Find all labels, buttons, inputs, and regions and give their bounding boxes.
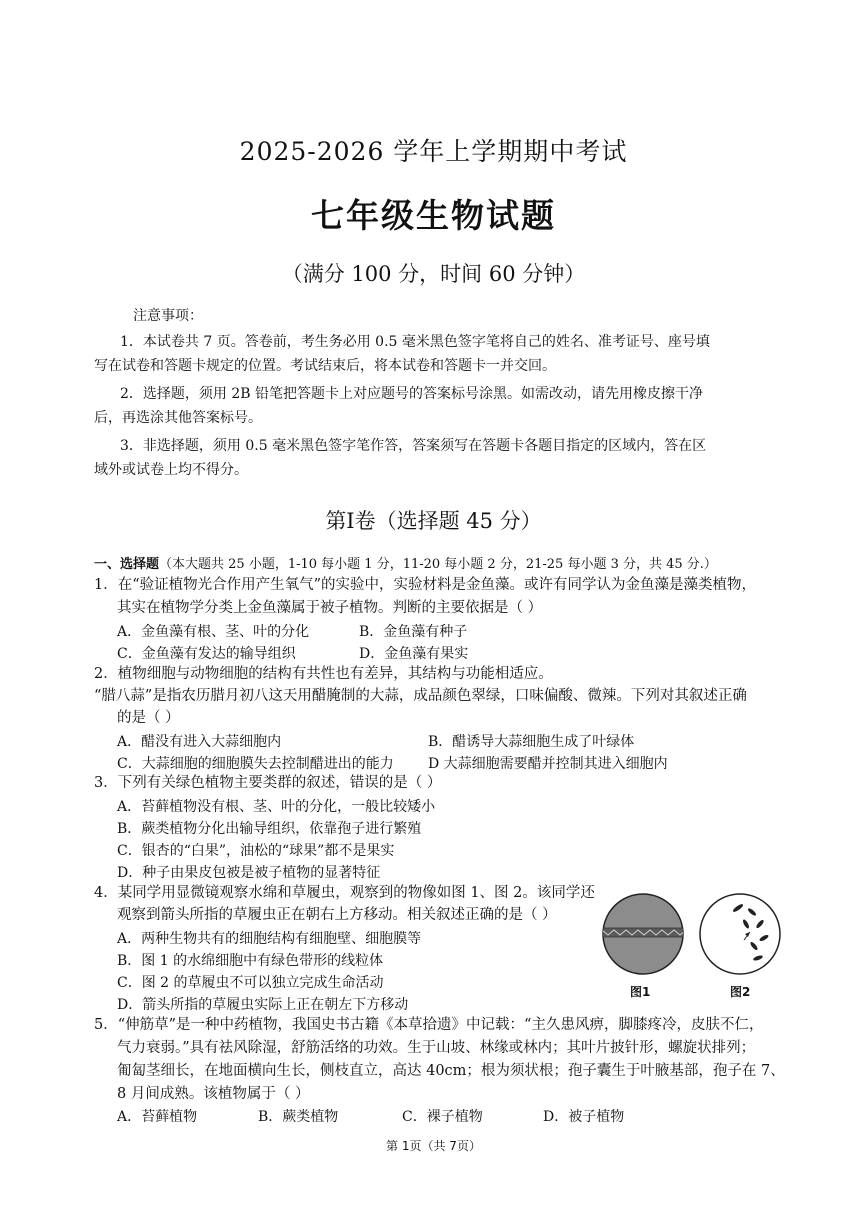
q4-line1: 4．某同学用显微镜观察水绵和草履虫，观察到的物像如图 1、图 2。该同学还 (94, 885, 595, 901)
q2-line3: 的是（ ） (117, 710, 180, 726)
q4-line2: 观察到箭头所指的草履虫正在朝右上方移动。相关叙述正确的是（ ） (117, 907, 557, 923)
q5-option-b: B．蕨类植物 (258, 1109, 339, 1125)
q4-option-d: D．箭头所指的草履虫实际上正在朝左下方移动 (117, 997, 409, 1013)
part-title: 第Ⅰ卷（选择题 45 分） (325, 509, 542, 533)
q5-line4: 8 月间成熟。该植物属于（ ） (117, 1086, 310, 1102)
q2-option-a: A．醋没有进入大蒜细胞内 (117, 734, 282, 750)
notice-heading: 注意事项： (133, 308, 203, 324)
q5-line3: 匍匐茎细长，在地面横向生长，侧枝直立，高达 40cm；根为须状根；孢子囊生于叶腋基部，孢子在 7、 (117, 1063, 785, 1079)
q2-option-c: C．大蒜细胞的细胞膜失去控制醋进出的能力 (117, 756, 394, 772)
notice-item-3-line1: 3．非选择题，须用 0.5 毫米黑色签字笔作答，答案须写在答题卡各题目指定的区域内，答在区 (120, 438, 707, 454)
q5-option-d: D．被子植物 (543, 1109, 625, 1125)
q2-option-b: B．醋诱导大蒜细胞生成了叶绿体 (428, 734, 635, 750)
q1-option-d: D．金鱼藻有果实 (359, 646, 469, 662)
q5-line2: 气力衰弱。”具有祛风除湿，舒筋活络的功效。生于山坡、林缘或林内；其叶片披针形，螺旋状排列； (117, 1040, 756, 1056)
q5-line1: 5．“伸筋草”是一种中药植物，我国史书古籍《本草拾遗》中记载：“主久患风痹，脚膝疼冷，皮肤不仁， (94, 1017, 764, 1033)
notice-item-1-line2: 写在试卷和答题卡规定的位置。考试结束后，将本试卷和答题卡一并交回。 (94, 358, 556, 374)
q1-line2: 其实在植物学分类上金鱼藻属于被子植物。判断的主要依据是（ ） (117, 600, 543, 616)
q4-option-c: C．图 2 的草履虫不可以独立完成生命活动 (117, 975, 384, 991)
q3-option-c: C．银杏的“白果”，油松的“球果”都不是果实 (117, 843, 395, 859)
q1-line1: 1．在“验证植物光合作用产生氧气”的实验中，实验材料是金鱼藻。或许有同学认为金鱼藻是藻类植物， (94, 577, 757, 593)
q4-option-a: A．两种生物共有的细胞结构有细胞壁、细胞膜等 (117, 931, 422, 947)
notice-item-2-line1: 2．选择题，须用 2B 铅笔把答题卡上对应题号的答案标号涂黑。如需改动，请先用橡皮擦干净 (120, 386, 704, 402)
subject-title: 七年级生物试题 (311, 196, 556, 235)
q3-option-d: D．种子由果皮包被是被子植物的显著特征 (117, 865, 381, 881)
q2-line2: “腊八蒜”是指农历腊月初八这天用醋腌制的大蒜，成品颜色翠绿，口味偏酸、微辣。下列对其叙述正确 (94, 688, 747, 704)
notice-item-1-line1: 1．本试卷共 7 页。答卷前，考生务必用 0.5 毫米黑色签字笔将自己的姓名、准考证号、座号填 (120, 334, 710, 350)
q2-line1: 2．植物细胞与动物细胞的结构有共性也有差异，其结构与功能相适应。 (94, 666, 553, 682)
figure-2-paramecium-image (698, 890, 782, 978)
section-heading (94, 553, 717, 572)
notice-item-3-line2: 域外或试卷上均不得分。 (94, 462, 248, 478)
q2-option-d: D 大蒜细胞需要醋并控制其进入细胞内 (428, 756, 668, 772)
page-footer: 第 1页（共 7页） (386, 1139, 481, 1153)
notice-item-2-line2: 后，再选涂其他答案标号。 (94, 410, 262, 426)
q5-option-c: C．裸子植物 (402, 1109, 483, 1125)
figure-1-caption: 图1 (630, 985, 651, 999)
section-label: 一、选择题 (94, 557, 160, 572)
section-desc: （本大题共 25 小题，1-10 每小题 1 分，11-20 每小题 2 分，21-25 每小题 3 分，共 45 分.） (159, 557, 717, 572)
score-time: （满分 100 分，时间 60 分钟） (281, 262, 586, 286)
q4-option-b: B．图 1 的水绵细胞中有绿色带形的线粒体 (117, 953, 384, 969)
q5-option-a: A．苔藓植物 (117, 1109, 198, 1125)
exam-title: 2025-2026 学年上学期期中考试 (239, 137, 628, 166)
q1-option-c: C．金鱼藻有发达的输导组织 (117, 646, 296, 662)
figure-1-spirogyra-image (602, 890, 684, 978)
figure-2-caption: 图2 (730, 985, 751, 999)
q1-option-a: A．金鱼藻有根、茎、叶的分化 (117, 624, 310, 640)
q1-option-b: B．金鱼藻有种子 (359, 624, 468, 640)
q3-option-a: A．苔藓植物没有根、茎、叶的分化，一般比较矮小 (117, 799, 436, 815)
q3-line1: 3．下列有关绿色植物主要类群的叙述，错误的是（ ） (94, 775, 442, 791)
q3-option-b: B．蕨类植物分化出输导组织，依靠孢子进行繁殖 (117, 821, 422, 837)
